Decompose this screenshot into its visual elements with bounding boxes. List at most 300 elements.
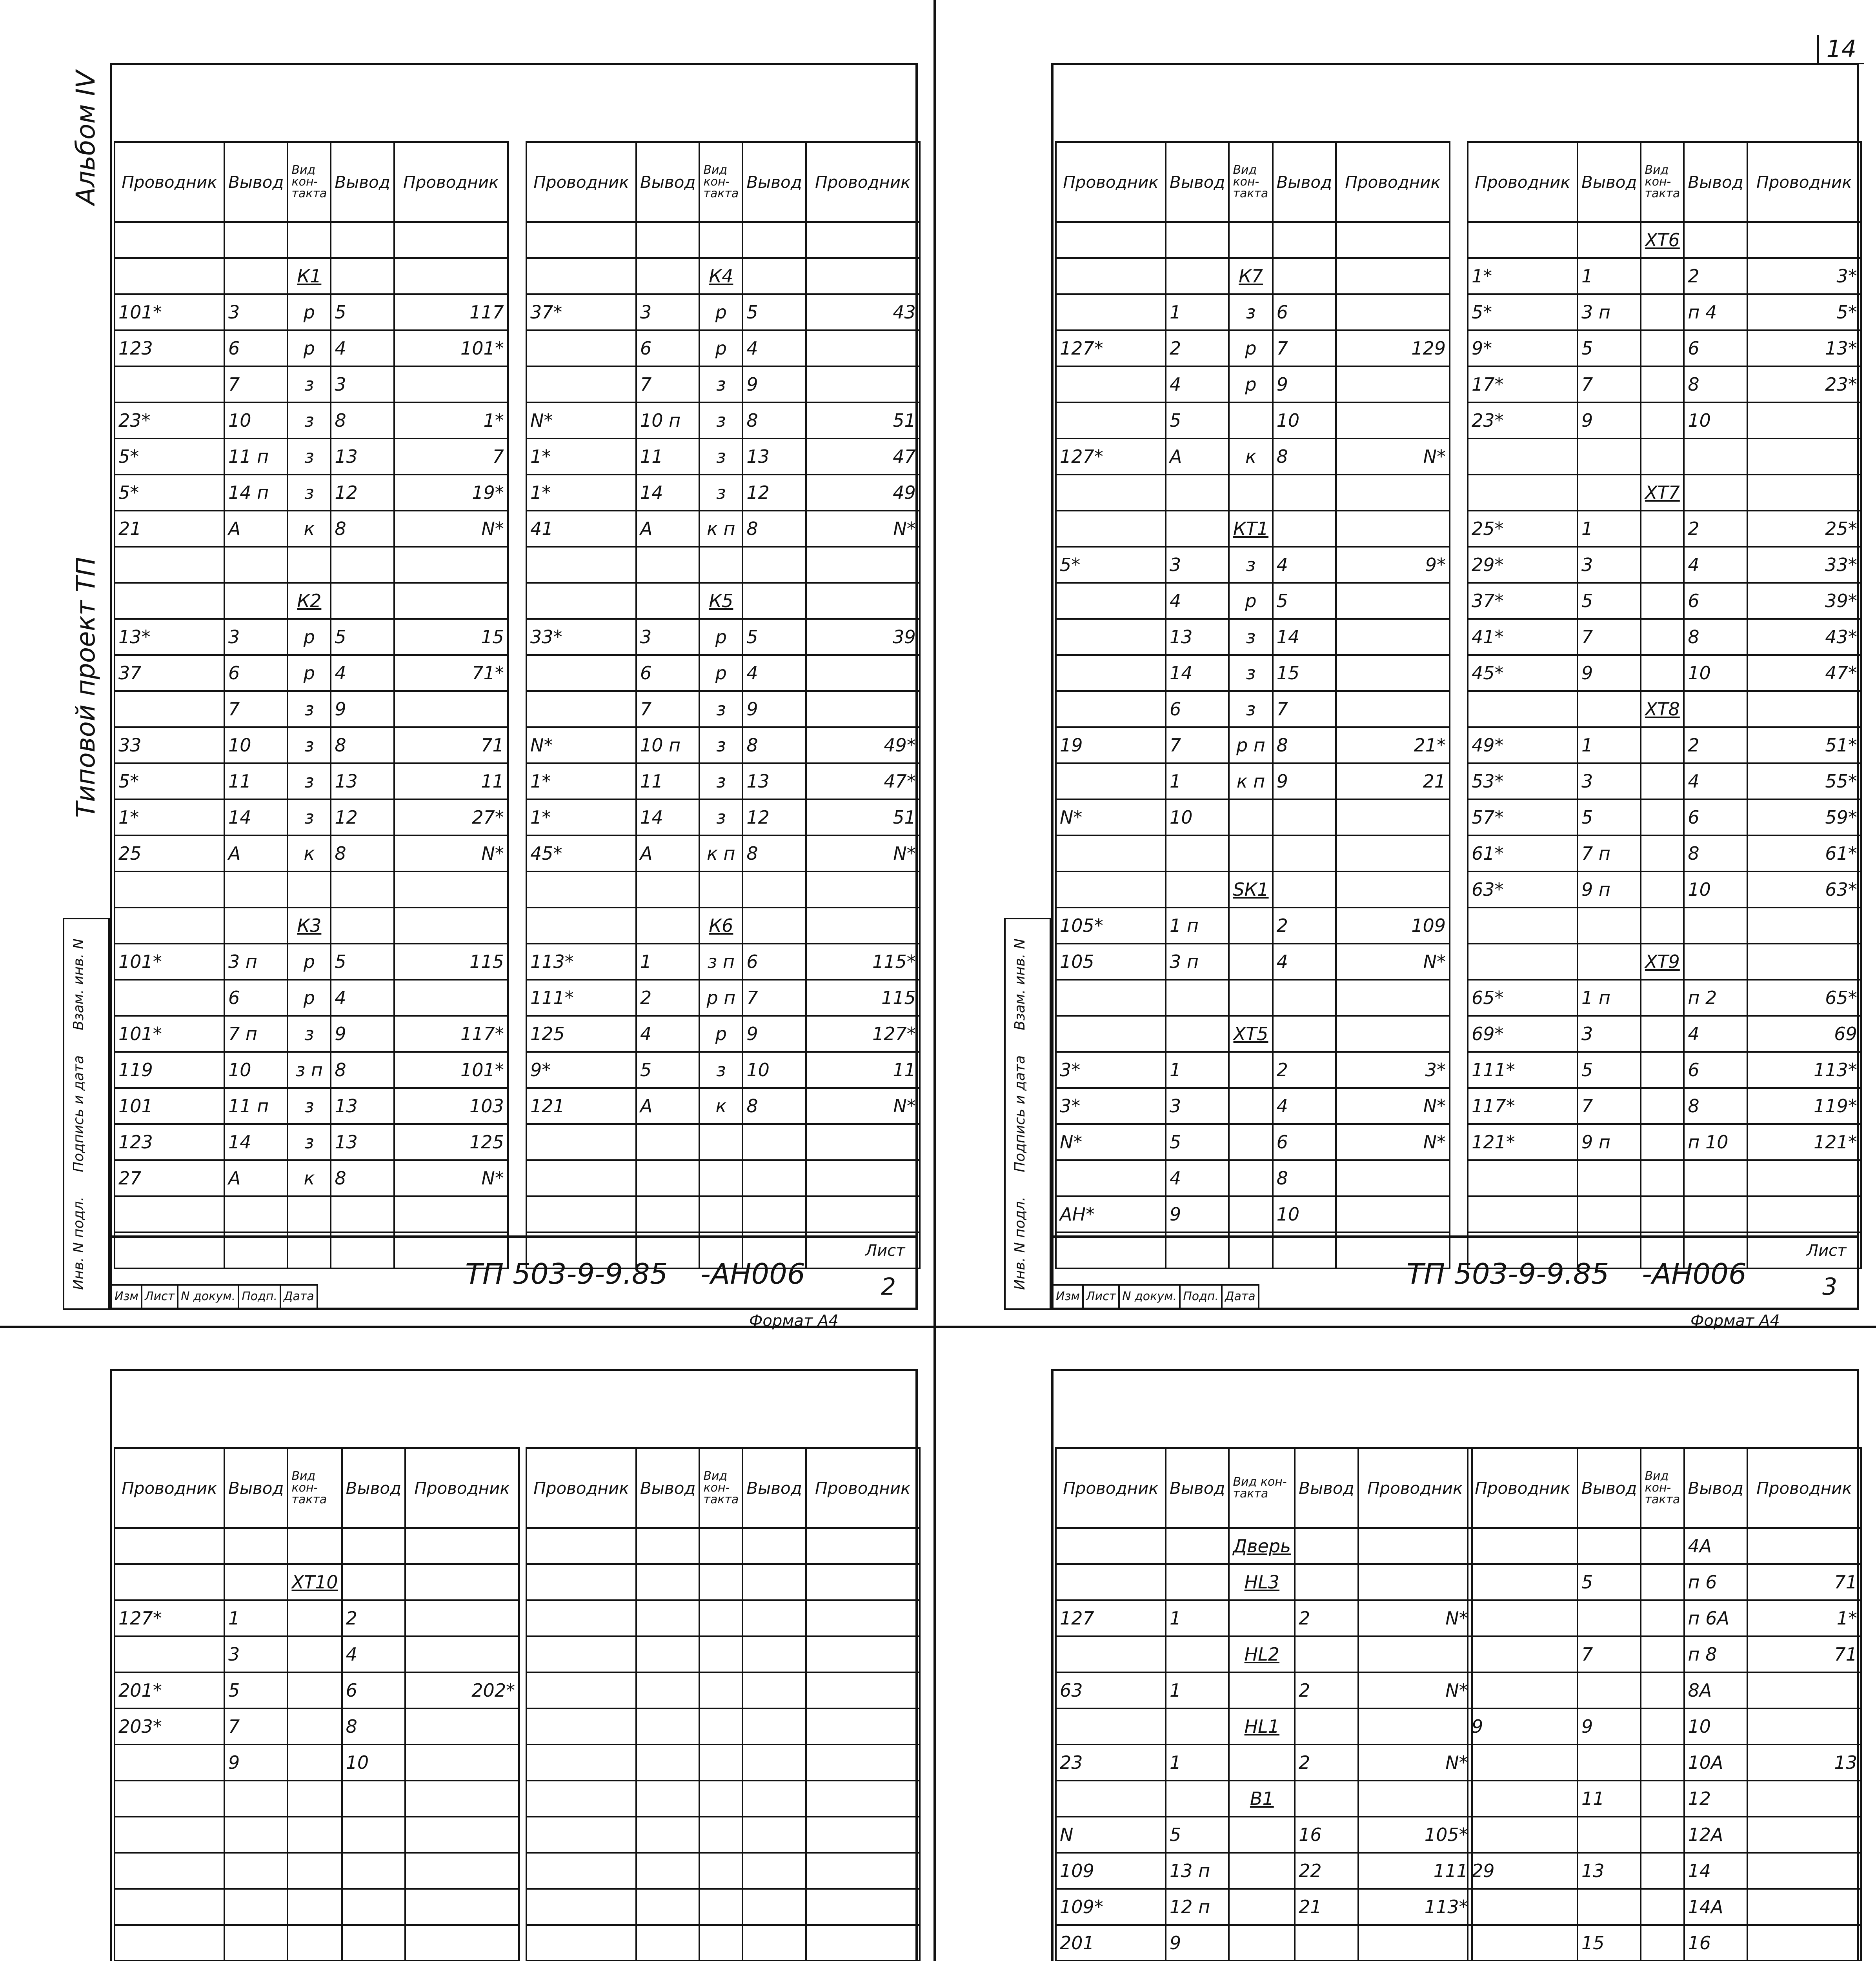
table-cell <box>342 1889 405 1925</box>
table-cell: 6 <box>742 944 806 980</box>
table-cell <box>287 1853 342 1889</box>
table-cell: 4 <box>1273 944 1336 980</box>
table-cell: 12 <box>742 475 806 511</box>
table-cell: 39 <box>806 619 920 655</box>
binding-cell: Инв. N подл. <box>1012 1197 1028 1290</box>
table-cell: р <box>287 619 331 655</box>
table-row <box>526 799 920 835</box>
table-cell <box>1336 258 1450 294</box>
table-cell: 10 <box>224 1052 287 1088</box>
table-cell: 9 <box>1166 1196 1229 1232</box>
table-cell: 6 <box>1273 1124 1336 1160</box>
table-cell <box>224 1853 287 1889</box>
table-row <box>1056 1124 1450 1160</box>
table-cell <box>806 1196 920 1232</box>
section-label: К5 <box>699 583 742 619</box>
table-row <box>1468 1528 1861 1564</box>
table-cell: 111* <box>526 980 636 1016</box>
table-cell: N* <box>1056 799 1166 835</box>
table-cell: 5 <box>742 619 806 655</box>
table-cell: 15 <box>1273 655 1336 691</box>
table-cell <box>1578 1817 1641 1853</box>
header-terminal: Вывод <box>1166 1448 1229 1528</box>
table-cell <box>1578 1196 1641 1232</box>
table-cell: 117* <box>1468 1088 1578 1124</box>
table-cell: з п <box>699 944 742 980</box>
table-cell <box>1336 655 1450 691</box>
table-cell <box>1229 908 1272 944</box>
table-cell: 6 <box>1684 799 1747 835</box>
table-cell: 3 <box>1578 547 1641 583</box>
table-cell <box>742 1708 806 1745</box>
table-cell: АН* <box>1056 1196 1166 1232</box>
table-row <box>526 763 920 799</box>
header-conductor: Проводник <box>526 1448 636 1528</box>
table-cell: 1* <box>526 438 636 475</box>
table-cell <box>636 1196 699 1232</box>
table-cell: 15 <box>1578 1925 1641 1961</box>
table-cell <box>394 258 508 294</box>
table-cell <box>1641 835 1684 871</box>
vertical-divider <box>933 0 936 1961</box>
table-cell: 1 <box>1166 1052 1229 1088</box>
table-cell: 7 <box>224 366 287 402</box>
header-conductor: Проводник <box>1468 142 1578 222</box>
table-row <box>526 330 920 366</box>
table-cell: 6 <box>1273 294 1336 330</box>
table-cell: 3 <box>331 366 394 402</box>
table-cell <box>526 1889 636 1925</box>
table-cell: 8 <box>331 511 394 547</box>
table-cell <box>1578 691 1641 727</box>
table-cell <box>1336 1196 1450 1232</box>
table-cell: 7 <box>1578 1636 1641 1672</box>
table-cell <box>1229 1124 1272 1160</box>
table-cell: 1* <box>394 402 508 438</box>
table-cell: з <box>1229 547 1272 583</box>
table-cell <box>1747 1817 1861 1853</box>
table-cell <box>636 1781 699 1817</box>
table-cell: 101* <box>115 944 224 980</box>
table-cell <box>699 1528 742 1564</box>
drawing-sheet-5 <box>1004 1353 1863 1961</box>
table-cell <box>1056 763 1166 799</box>
table-cell <box>1747 1708 1861 1745</box>
table-cell <box>1641 1052 1684 1088</box>
header-terminal-2: Вывод <box>1273 142 1336 222</box>
table-cell <box>1641 511 1684 547</box>
section-label: ХТ6 <box>1641 222 1684 258</box>
header-conductor: Проводник <box>1056 1448 1166 1528</box>
table-cell: р п <box>699 980 742 1016</box>
table-cell: з <box>699 402 742 438</box>
table-cell: з <box>699 691 742 727</box>
table-cell: 57* <box>1468 799 1578 835</box>
table-cell: 127* <box>115 1600 224 1636</box>
table-cell <box>742 222 806 258</box>
table-cell: 37* <box>1468 583 1578 619</box>
table-cell <box>1578 1672 1641 1708</box>
table-cell <box>1336 871 1450 908</box>
table-cell: 8 <box>1684 619 1747 655</box>
header-contact-type: Вид кон- такта <box>287 142 331 222</box>
table-cell: р <box>699 655 742 691</box>
table-row <box>1468 619 1861 655</box>
table-cell: 121* <box>1747 1124 1861 1160</box>
table-cell <box>1641 583 1684 619</box>
table-row <box>526 438 920 475</box>
table-cell: 4 <box>1166 1160 1229 1196</box>
table-cell: 9 <box>1578 655 1641 691</box>
table-row <box>526 1124 920 1160</box>
table-cell: 5* <box>115 438 224 475</box>
table-cell <box>1468 1528 1578 1564</box>
table-cell <box>1295 1925 1358 1961</box>
table-cell: 19 <box>1056 727 1166 763</box>
table-row <box>526 402 920 438</box>
table-row <box>115 1925 519 1961</box>
table-cell <box>1747 475 1861 511</box>
table-cell: р <box>287 330 331 366</box>
table-row <box>1056 691 1450 727</box>
table-cell: 1 <box>224 1600 287 1636</box>
table-cell: 109 <box>1056 1853 1166 1889</box>
section-label: К6 <box>699 908 742 944</box>
table-cell: 5 <box>742 294 806 330</box>
section-label: КТ1 <box>1229 511 1272 547</box>
table-cell: 5 <box>1578 330 1641 366</box>
table-cell: 7 <box>224 1708 287 1745</box>
table-cell: А <box>636 1088 699 1124</box>
table-cell <box>1229 1817 1295 1853</box>
table-row <box>115 511 508 547</box>
table-cell <box>1578 1889 1641 1925</box>
table-cell <box>1468 475 1578 511</box>
table-cell <box>1578 1160 1641 1196</box>
header-conductor-2: Проводник <box>1336 142 1450 222</box>
table-cell <box>1641 1745 1684 1781</box>
table-row <box>526 1088 920 1124</box>
table-row <box>1056 1853 1472 1889</box>
table-cell: 1* <box>526 763 636 799</box>
table-row <box>115 475 508 511</box>
table-cell <box>1578 438 1641 475</box>
table-cell <box>699 1853 742 1889</box>
table-cell <box>1641 1781 1684 1817</box>
table-row <box>1468 1564 1861 1600</box>
table-cell: 115 <box>806 980 920 1016</box>
table-cell <box>526 330 636 366</box>
table-cell <box>224 258 287 294</box>
table-cell <box>1056 402 1166 438</box>
table-cell: 7 п <box>224 1016 287 1052</box>
table-row <box>115 1853 519 1889</box>
revision-column: Подп. <box>239 1284 281 1308</box>
table-row <box>1468 655 1861 691</box>
table-cell: п 6 <box>1684 1564 1747 1600</box>
table-cell: 8 <box>1273 438 1336 475</box>
table-row <box>115 402 508 438</box>
table-cell: 21* <box>1336 727 1450 763</box>
table-row <box>115 1052 508 1088</box>
table-cell <box>1468 1564 1578 1600</box>
table-cell: 125 <box>394 1124 508 1160</box>
table-cell: 6 <box>224 980 287 1016</box>
table-cell <box>1641 799 1684 835</box>
section-label: SК1 <box>1229 871 1272 908</box>
header-terminal-2: Вывод <box>331 142 394 222</box>
table-cell: 105* <box>1056 908 1166 944</box>
table-cell: 39* <box>1747 583 1861 619</box>
table-row <box>1056 330 1450 366</box>
table-cell: 23* <box>115 402 224 438</box>
table-row <box>115 258 508 294</box>
table-cell: 11 <box>1578 1781 1641 1817</box>
table-cell <box>224 1781 287 1817</box>
table-cell: 201 <box>1056 1925 1166 1961</box>
table-row <box>1468 1745 1861 1781</box>
table-cell: 6 <box>342 1672 405 1708</box>
revision-grid <box>1054 1284 1259 1308</box>
table-cell <box>1295 1564 1358 1600</box>
revision-column: Изм <box>1054 1284 1084 1308</box>
table-cell <box>526 1160 636 1196</box>
table-cell: N* <box>526 402 636 438</box>
table-cell: 111* <box>1468 1052 1578 1088</box>
table-cell: 10 <box>1684 655 1747 691</box>
section-label: ХТ10 <box>287 1564 342 1600</box>
table-cell: 121 <box>526 1088 636 1124</box>
table-cell: 5* <box>115 763 224 799</box>
table-row <box>1468 222 1861 258</box>
table-cell <box>224 583 287 619</box>
table-cell <box>806 908 920 944</box>
table-cell: 2 <box>1273 908 1336 944</box>
table-cell: 49 <box>806 475 920 511</box>
sheet-label: Лист <box>1807 1242 1847 1260</box>
sheet-number: 3 <box>1822 1273 1838 1301</box>
table-cell: 2 <box>342 1600 405 1636</box>
table-cell <box>636 1817 699 1853</box>
table-row <box>1056 871 1450 908</box>
format-label: Формат А4 <box>749 1312 839 1330</box>
table-cell <box>1747 1528 1861 1564</box>
table-cell <box>1336 583 1450 619</box>
table-cell <box>742 1889 806 1925</box>
table-cell: 14 <box>1166 655 1229 691</box>
table-cell <box>1166 475 1229 511</box>
table-cell <box>1056 511 1166 547</box>
table-row <box>526 1564 920 1600</box>
table-cell <box>699 222 742 258</box>
document-suffix: -АН006 <box>701 1257 805 1290</box>
table-cell <box>1229 980 1272 1016</box>
table-cell <box>1166 511 1229 547</box>
table-cell: 4 <box>1684 763 1747 799</box>
table-cell <box>115 691 224 727</box>
table-cell <box>1229 1196 1272 1232</box>
table-cell: 65* <box>1468 980 1578 1016</box>
table-cell <box>636 1853 699 1889</box>
table-cell <box>806 1853 920 1889</box>
table-row <box>526 1889 920 1925</box>
table-cell: р <box>699 330 742 366</box>
table-cell: N* <box>806 1088 920 1124</box>
table-cell: 7 <box>1578 619 1641 655</box>
table-cell <box>1578 1528 1641 1564</box>
table-row <box>526 1708 920 1745</box>
table-cell <box>394 871 508 908</box>
table-cell: з <box>699 366 742 402</box>
header-terminal: Вывод <box>1578 142 1641 222</box>
table-cell: А <box>224 511 287 547</box>
table-cell: 14 <box>1273 619 1336 655</box>
table-cell: 7 <box>394 438 508 475</box>
table-cell: 3* <box>1056 1088 1166 1124</box>
header-terminal: Вывод <box>1578 1448 1641 1528</box>
table-row <box>1056 835 1450 871</box>
table-cell <box>394 222 508 258</box>
table-cell: 16 <box>1684 1925 1747 1961</box>
table-row <box>1056 908 1450 944</box>
table-cell: 71 <box>394 727 508 763</box>
table-cell <box>394 908 508 944</box>
table-cell <box>742 583 806 619</box>
table-cell: 203* <box>115 1708 224 1745</box>
table-cell <box>1336 980 1450 1016</box>
table-cell: 119 <box>115 1052 224 1088</box>
table-cell <box>806 1672 920 1708</box>
table-row <box>1056 1636 1472 1672</box>
table-row <box>1468 944 1861 980</box>
table-cell <box>1056 655 1166 691</box>
table-cell: 12А <box>1684 1817 1747 1853</box>
table-cell <box>287 871 331 908</box>
table-cell: 5 <box>331 619 394 655</box>
title-block <box>110 1235 918 1310</box>
table-cell: 3* <box>1747 258 1861 294</box>
table-cell: 33* <box>526 619 636 655</box>
table-cell: 13* <box>1747 330 1861 366</box>
table-cell: 9 <box>331 1016 394 1052</box>
table-cell <box>1641 1124 1684 1160</box>
table-cell: п 8 <box>1684 1636 1747 1672</box>
header-terminal: Вывод <box>1166 142 1229 222</box>
table-cell <box>224 871 287 908</box>
table-cell <box>1747 1160 1861 1196</box>
table-cell: 3 <box>1578 763 1641 799</box>
table-row <box>1468 1853 1861 1889</box>
table-cell: 7 <box>636 691 699 727</box>
table-cell: з <box>287 1016 331 1052</box>
table-row <box>1468 908 1861 944</box>
table-row <box>1056 1708 1472 1745</box>
table-cell: 119* <box>1747 1088 1861 1124</box>
binding-cell: Взам. инв. N <box>1012 939 1028 1030</box>
table-cell <box>1056 1528 1166 1564</box>
table-row <box>526 980 920 1016</box>
table-row <box>1056 799 1450 835</box>
header-terminal: Вывод <box>636 142 699 222</box>
table-row <box>526 655 920 691</box>
table-cell <box>526 1745 636 1781</box>
table-row <box>115 1889 519 1925</box>
table-cell <box>405 1564 519 1600</box>
table-cell <box>742 1528 806 1564</box>
table-cell: з <box>287 366 331 402</box>
table-cell <box>405 1600 519 1636</box>
table-cell <box>806 1600 920 1636</box>
table-row <box>1468 835 1861 871</box>
table-cell: 1 <box>636 944 699 980</box>
table-cell: р <box>287 980 331 1016</box>
table-cell: 109 <box>1336 908 1450 944</box>
table-cell: р <box>1229 330 1272 366</box>
section-label: HL3 <box>1229 1564 1295 1600</box>
table-cell <box>806 1124 920 1160</box>
table-row <box>1056 1889 1472 1925</box>
table-cell <box>1578 222 1641 258</box>
table-cell: 47 <box>806 438 920 475</box>
table-cell <box>1641 258 1684 294</box>
table-cell: 14 <box>636 475 699 511</box>
table-row <box>1468 1600 1861 1636</box>
table-cell <box>115 222 224 258</box>
table-cell: п 10 <box>1684 1124 1747 1160</box>
table-cell <box>224 908 287 944</box>
table-cell: 5 <box>331 294 394 330</box>
table-row <box>526 1672 920 1708</box>
table-cell: 27* <box>394 799 508 835</box>
table-cell: 7 <box>636 366 699 402</box>
table-row <box>1056 763 1450 799</box>
table-cell <box>1578 1745 1641 1781</box>
table-row <box>1056 258 1450 294</box>
table-cell <box>1641 1160 1684 1196</box>
table-cell <box>1056 475 1166 511</box>
table-cell <box>1641 438 1684 475</box>
table-cell: 5 <box>1578 1052 1641 1088</box>
table-cell: з <box>287 1124 331 1160</box>
table-cell <box>526 547 636 583</box>
table-cell: 4 <box>342 1636 405 1672</box>
table-cell: 127* <box>1056 438 1166 475</box>
table-row <box>1468 1088 1861 1124</box>
table-cell <box>742 547 806 583</box>
table-cell: 4 <box>1166 583 1229 619</box>
table-cell: 3 п <box>1166 944 1229 980</box>
table-cell <box>636 1672 699 1708</box>
table-cell <box>1295 1781 1358 1817</box>
table-cell <box>1056 1016 1166 1052</box>
table-cell <box>342 1564 405 1600</box>
table-cell: 8 <box>742 1088 806 1124</box>
table-row <box>1468 547 1861 583</box>
table-row <box>115 1781 519 1817</box>
table-cell <box>1336 1016 1450 1052</box>
table-cell: 9 <box>742 366 806 402</box>
table-cell <box>636 222 699 258</box>
table-row <box>1056 944 1450 980</box>
table-cell <box>1056 366 1166 402</box>
table-cell: 3 <box>224 619 287 655</box>
table-cell <box>1578 475 1641 511</box>
table-row <box>1468 1925 1861 1961</box>
table-cell: 202* <box>405 1672 519 1708</box>
table-row <box>526 547 920 583</box>
table-cell <box>1468 222 1578 258</box>
table-row <box>1468 511 1861 547</box>
